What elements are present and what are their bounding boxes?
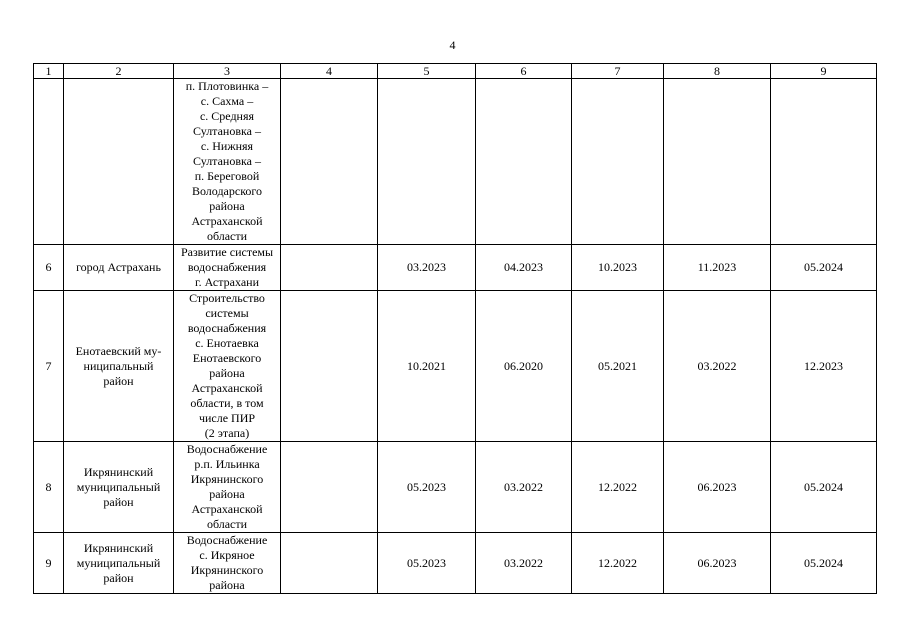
object-cell <box>174 291 281 442</box>
table-row <box>34 533 877 594</box>
page-number: 4 <box>449 38 456 52</box>
col5-cell <box>378 79 476 245</box>
col9-cell <box>771 79 877 245</box>
col5-cell <box>378 245 476 291</box>
document-table <box>33 63 877 594</box>
header-cell: 5 <box>378 64 476 79</box>
col9-value: 05.2024 <box>804 260 843 274</box>
col6-cell <box>476 79 572 245</box>
municipality-text: Икрянинский муниципальный район <box>76 464 161 509</box>
col8-value: 06.2023 <box>697 555 737 570</box>
municipality-text: Икрянинский муниципальный район <box>76 540 161 585</box>
object-text: Строительство системы водоснабжения с. Енотаевка Енотаевского района Астраханской области, в том числе ПИР (2 этапа) <box>187 291 267 440</box>
col6-cell <box>476 245 572 291</box>
row-number-cell <box>34 79 64 245</box>
municipality-cell <box>64 79 174 245</box>
header-cell: 6 <box>476 64 572 79</box>
col8-cell <box>664 291 771 442</box>
header-cell: 2 <box>64 64 174 79</box>
municipality-cell <box>64 442 174 533</box>
col5-value: 10.2021 <box>407 358 446 373</box>
col8-cell <box>664 79 771 245</box>
col7-value: 10.2023 <box>598 260 637 274</box>
header-cell: 9 <box>771 64 877 79</box>
table-row <box>34 79 877 245</box>
row-number-cell <box>34 291 64 442</box>
col9-cell <box>771 442 877 533</box>
col9-value: 05.2024 <box>804 479 843 494</box>
col9-value: 05.2024 <box>804 555 843 570</box>
col7-value: 12.2022 <box>598 555 637 570</box>
table-row <box>34 291 877 442</box>
col7-value: 05.2021 <box>598 358 637 373</box>
row-number-cell <box>34 442 64 533</box>
municipality-text: Енотаевский му- ниципальный район <box>75 343 162 388</box>
col5-cell <box>378 291 476 442</box>
col5-cell <box>378 442 476 533</box>
row-number: 7 <box>45 358 52 373</box>
header-cell: 7 <box>572 64 664 79</box>
municipality-cell <box>64 245 174 291</box>
municipality-cell <box>64 291 174 442</box>
col7-cell <box>572 533 664 594</box>
col4-cell <box>281 442 378 533</box>
col4-cell <box>281 533 378 594</box>
header-row <box>34 64 877 79</box>
col5-value: 05.2023 <box>407 555 446 570</box>
col7-cell <box>572 442 664 533</box>
col7-value: 12.2022 <box>598 479 637 494</box>
municipality-text: город Астрахань <box>76 260 161 274</box>
col4-cell <box>281 245 378 291</box>
col9-value: 12.2023 <box>804 358 843 373</box>
header-cell: 1 <box>34 64 64 79</box>
object-text: Развитие системы водоснабжения г. Астрахани <box>180 245 274 289</box>
col9-cell <box>771 291 877 442</box>
row-number: 9 <box>45 555 52 570</box>
object-text: Водоснабжение р.п. Ильинка Икрянинского района Астраханской области <box>186 442 268 531</box>
col9-cell <box>771 245 877 291</box>
row-number-cell <box>34 245 64 291</box>
object-cell <box>174 533 281 594</box>
header-cell: 8 <box>664 64 771 79</box>
col4-cell <box>281 291 378 442</box>
object-cell <box>174 245 281 291</box>
table-row <box>34 442 877 533</box>
row-number: 6 <box>45 260 52 274</box>
col9-cell <box>771 533 877 594</box>
row-number: 8 <box>45 479 52 494</box>
col6-value: 04.2023 <box>504 260 543 274</box>
col5-value: 03.2023 <box>407 260 446 274</box>
col6-value: 03.2022 <box>504 479 543 494</box>
row-number-cell <box>34 533 64 594</box>
object-cell <box>174 79 281 245</box>
col8-cell <box>664 533 771 594</box>
municipality-cell <box>64 533 174 594</box>
col6-cell <box>476 291 572 442</box>
col7-cell <box>572 79 664 245</box>
col8-cell <box>664 245 771 291</box>
col5-cell <box>378 533 476 594</box>
table-row <box>34 245 877 291</box>
object-text: п. Плотовинка – с. Сахма – с. Средняя Султановка – с. Нижняя Султановка – п. Береговой Володарского района Астраханской области <box>185 79 269 243</box>
col7-cell <box>572 291 664 442</box>
col6-cell <box>476 442 572 533</box>
col6-value: 06.2020 <box>504 358 543 373</box>
col8-value: 03.2022 <box>697 358 737 373</box>
object-cell <box>174 442 281 533</box>
col8-value: 11.2023 <box>697 260 737 274</box>
header-cell: 4 <box>281 64 378 79</box>
col8-value: 06.2023 <box>697 479 737 494</box>
header-cell: 3 <box>174 64 281 79</box>
col6-value: 03.2022 <box>504 555 543 570</box>
col8-cell <box>664 442 771 533</box>
col7-cell <box>572 245 664 291</box>
col5-value: 05.2023 <box>407 479 446 494</box>
col6-cell <box>476 533 572 594</box>
col4-cell <box>281 79 378 245</box>
object-text: Водоснабжение с. Икряное Икрянинского района <box>186 533 268 592</box>
